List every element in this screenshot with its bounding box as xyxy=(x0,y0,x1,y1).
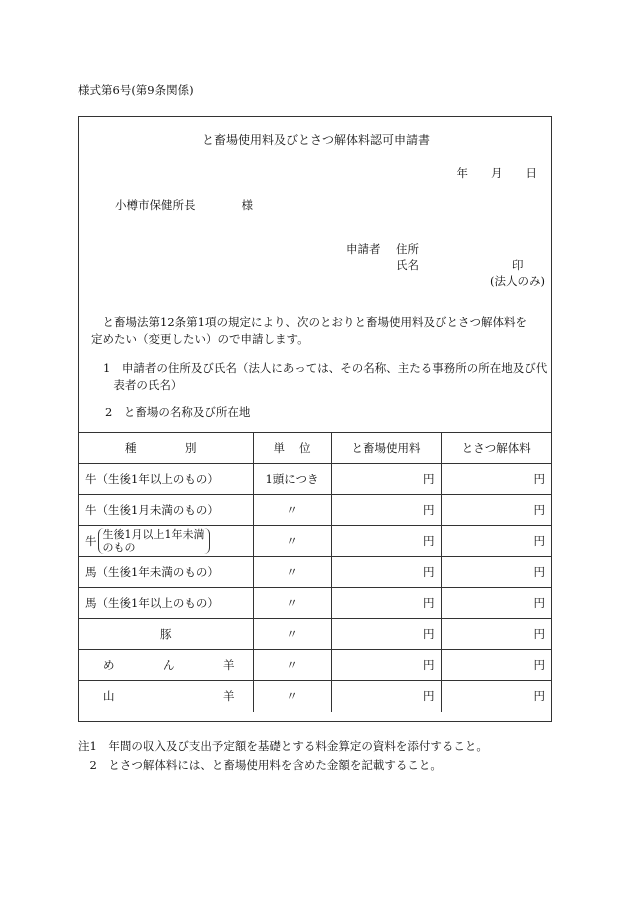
row-facility-fee: 円 xyxy=(331,495,441,526)
application-form-frame xyxy=(78,116,552,722)
application-statement: と畜場法第12条第1項の規定により、次のとおりと畜場使用料及びとさつ解体料を定めたい（変更したい）ので申請します。 xyxy=(91,315,527,346)
row-unit: 〃 xyxy=(253,495,331,526)
row-type: 牛（生後1月未満のもの） xyxy=(79,495,253,526)
row-type xyxy=(79,650,253,681)
table-row xyxy=(79,619,551,650)
table-header-row xyxy=(79,433,551,464)
row-type-part: 山 xyxy=(103,689,115,704)
table-row xyxy=(79,650,551,681)
row-slaughter-fee: 円 xyxy=(441,464,551,495)
table-row xyxy=(79,588,551,619)
row-type-line1: 生後1月以上1年未満 xyxy=(102,528,205,541)
row-type-part: 羊 xyxy=(223,658,235,672)
row-type-prefix: 牛 xyxy=(85,534,97,548)
row-slaughter-fee: 円 xyxy=(441,650,551,681)
applicant-label: 申請者 xyxy=(346,242,381,256)
row-unit: 〃 xyxy=(253,557,331,588)
header-slaughter-fee: とさつ解体料 xyxy=(441,433,551,464)
note-line: 2 とさつ解体料には、と畜場使用料を含めた金額を記載すること。 xyxy=(78,758,442,772)
row-unit: 〃 xyxy=(253,588,331,619)
row-facility-fee: 円 xyxy=(331,681,441,712)
row-slaughter-fee: 円 xyxy=(441,588,551,619)
row-type-bracket xyxy=(98,528,210,554)
form-title: と畜場使用料及びとさつ解体料認可申請書 xyxy=(201,133,430,147)
fee-table xyxy=(79,432,551,712)
row-unit: 〃 xyxy=(253,526,331,557)
table-row xyxy=(79,557,551,588)
header-type xyxy=(79,433,253,464)
row-type: 豚 xyxy=(79,619,253,650)
row-facility-fee: 円 xyxy=(331,588,441,619)
notes xyxy=(78,737,488,775)
row-unit: 〃 xyxy=(253,681,331,712)
row-slaughter-fee: 円 xyxy=(441,619,551,650)
row-slaughter-fee: 円 xyxy=(441,681,551,712)
row-type xyxy=(79,526,253,557)
row-slaughter-fee: 円 xyxy=(441,557,551,588)
row-type-part: め xyxy=(103,658,115,672)
addressee: 小樽市保健所長 様 xyxy=(115,198,253,212)
row-facility-fee: 円 xyxy=(331,650,441,681)
row-type-line2: のもの xyxy=(102,541,136,554)
row-type xyxy=(79,681,253,712)
header-unit xyxy=(253,433,331,464)
row-unit: 1頭につき xyxy=(253,464,331,495)
header-unit-b: 位 xyxy=(299,441,311,455)
corporation-note: (法人のみ) xyxy=(490,274,545,288)
seal-mark: 印 xyxy=(512,258,524,272)
row-facility-fee: 円 xyxy=(331,619,441,650)
row-facility-fee: 円 xyxy=(331,526,441,557)
table-row xyxy=(79,495,551,526)
row-facility-fee: 円 xyxy=(331,557,441,588)
row-unit: 〃 xyxy=(253,619,331,650)
row-type-part: 羊 xyxy=(223,689,235,704)
row-type: 馬（生後1年未満のもの） xyxy=(79,557,253,588)
table-row xyxy=(79,681,551,712)
table-row xyxy=(79,526,551,557)
note-line: 注1 年間の収入及び支出予定額を基礎とする料金算定の資料を添付すること。 xyxy=(78,739,488,753)
row-slaughter-fee: 円 xyxy=(441,526,551,557)
header-unit-a: 単 xyxy=(273,441,285,455)
name-label: 氏名 xyxy=(396,258,419,272)
form-number-label: 様式第6号(第9条関係) xyxy=(78,83,194,97)
row-unit: 〃 xyxy=(253,650,331,681)
row-type-part: ん xyxy=(163,658,175,672)
item-slaughterhouse-info: 2 と畜場の名称及び所在地 xyxy=(105,405,251,419)
address-label: 住所 xyxy=(396,242,419,256)
row-type: 馬（生後1年以上のもの） xyxy=(79,588,253,619)
table-row xyxy=(79,464,551,495)
header-facility-fee: と畜場使用料 xyxy=(331,433,441,464)
header-type-a: 種 xyxy=(125,441,137,455)
item-applicant-info: 1 申請者の住所及び氏名（法人にあっては、その名称、主たる事務所の所在地及び代表者の氏名） xyxy=(103,361,548,392)
date-line: 年 月 日 xyxy=(456,166,537,180)
row-facility-fee: 円 xyxy=(331,464,441,495)
row-type: 牛（生後1年以上のもの） xyxy=(79,464,253,495)
row-slaughter-fee: 円 xyxy=(441,495,551,526)
header-type-b: 別 xyxy=(185,441,197,455)
